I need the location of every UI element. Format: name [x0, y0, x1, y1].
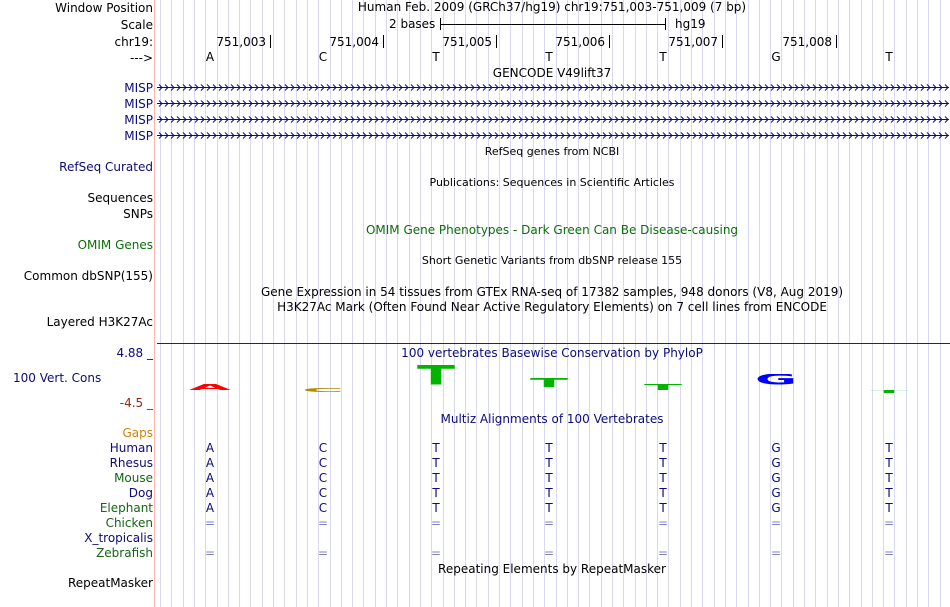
ruler-tick-label: 751,004 — [329, 35, 379, 49]
ruler-tick-mark — [836, 35, 837, 48]
alignment-base: = — [770, 546, 782, 560]
repeatmasker-label[interactable]: RepeatMasker — [67, 576, 153, 590]
alignment-base: T — [885, 471, 893, 485]
strand-label: ---> — [129, 51, 153, 65]
conservation-logo-letter — [870, 382, 908, 393]
ruler-tick-label: 751,005 — [442, 35, 492, 49]
svg-text:C: C — [302, 388, 344, 392]
alignment-base: = — [657, 546, 669, 560]
alignment-base: T — [659, 486, 667, 500]
gencode-item-label[interactable]: MISP — [124, 113, 153, 127]
alignment-base: T — [545, 441, 553, 455]
repeatmasker-track-title[interactable]: Repeating Elements by RepeatMasker — [438, 562, 666, 576]
alignment-base: T — [432, 501, 440, 515]
dbsnp-label[interactable]: Common dbSNP(155) — [23, 269, 153, 283]
omim-track-title[interactable]: OMIM Gene Phenotypes - Dark Green Can Be Disease-causing — [365, 223, 739, 237]
alignment-base: = — [204, 546, 216, 560]
species-label[interactable]: Dog — [128, 486, 153, 500]
refseq-track-title[interactable]: RefSeq genes from NCBI — [484, 145, 620, 158]
phylop-track-title[interactable]: 100 vertebrates Basewise Conservation by PhyloP — [401, 346, 703, 360]
reference-base: A — [205, 50, 215, 64]
scale-bar — [440, 24, 665, 25]
snps-label[interactable]: SNPs — [123, 207, 153, 221]
ruler-tick-label: 751,006 — [555, 35, 605, 49]
alignment-base: = — [430, 516, 442, 530]
ruler-tick-mark — [496, 35, 497, 48]
alignment-base: T — [885, 501, 893, 515]
alignment-base: = — [543, 516, 555, 530]
sequences-label[interactable]: Sequences — [87, 191, 153, 205]
species-label[interactable]: Chicken — [105, 516, 153, 530]
ruler-tick-mark — [270, 35, 271, 48]
phylop-top-line — [157, 343, 950, 344]
phylop-label[interactable]: 100 Vert. Cons — [13, 371, 102, 385]
svg-text:A: A — [189, 384, 231, 390]
alignment-base: = — [770, 516, 782, 530]
conservation-logo-letter — [644, 379, 682, 390]
alignment-base: T — [432, 441, 440, 455]
ruler-tick-mark — [722, 35, 723, 48]
gtex-track-title[interactable]: Gene Expression in 54 tissues from GTEx RNA-seq of 17382 samples, 948 donors (V8, Aug 2019) — [260, 285, 844, 299]
reference-base: T — [659, 50, 667, 64]
species-label[interactable]: Mouse — [114, 471, 153, 485]
gene-feature-line[interactable] — [157, 130, 949, 141]
alignment-base: C — [318, 501, 328, 515]
h3k27ac-track-title[interactable]: H3K27Ac Mark (Often Found Near Active Regulatory Elements) on 7 cell lines from ENCODE — [277, 300, 827, 314]
alignment-base: C — [318, 456, 328, 470]
alignment-base: G — [771, 501, 781, 515]
gaps-label[interactable]: Gaps — [122, 426, 153, 440]
window-position-label: Window Position — [55, 1, 153, 15]
species-label[interactable]: Elephant — [99, 501, 153, 515]
gene-feature-line[interactable] — [157, 98, 949, 109]
alignment-base: A — [205, 471, 215, 485]
chr-label: chr19: — [114, 35, 153, 49]
species-label[interactable]: X_tropicalis — [84, 531, 153, 545]
alignment-base: T — [432, 471, 440, 485]
gene-feature-line[interactable] — [157, 114, 949, 125]
alignment-base: G — [771, 456, 781, 470]
alignment-base: G — [771, 471, 781, 485]
alignment-base: = — [543, 546, 555, 560]
svg-text:T: T — [530, 378, 568, 387]
alignment-base: T — [545, 501, 553, 515]
ruler-tick-mark — [383, 35, 384, 48]
reference-base: T — [545, 50, 553, 64]
alignment-base: C — [318, 471, 328, 485]
scale-text: 2 bases — [389, 17, 436, 31]
alignment-base: A — [205, 486, 215, 500]
reference-base: T — [432, 50, 440, 64]
alignment-base: T — [545, 471, 553, 485]
conservation-logo-letter — [530, 376, 568, 385]
alignment-base: G — [771, 486, 781, 500]
alignment-base: = — [883, 546, 895, 560]
gencode-track-title[interactable]: GENCODE V49lift37 — [492, 66, 612, 80]
dbsnp-track-title[interactable]: Short Genetic Variants from dbSNP release 155 — [421, 254, 683, 267]
ruler-tick-label: 751,003 — [216, 35, 266, 49]
species-label[interactable]: Human — [109, 441, 153, 455]
alignment-base: = — [430, 546, 442, 560]
alignment-base: G — [771, 441, 781, 455]
reference-base: T — [885, 50, 893, 64]
alignment-base: A — [205, 441, 215, 455]
alignment-base: T — [659, 441, 667, 455]
ruler-tick-label: 751,008 — [782, 35, 832, 49]
alignment-base: C — [318, 486, 328, 500]
ruler-tick-mark — [609, 35, 610, 48]
gencode-item-label[interactable]: MISP — [124, 81, 153, 95]
species-label[interactable]: Rhesus — [109, 456, 153, 470]
conservation-logo-letter — [302, 381, 344, 392]
phylop-max-label: 4.88 _ — [116, 346, 153, 360]
alignment-base: T — [432, 486, 440, 500]
gene-feature-line[interactable] — [157, 82, 949, 93]
scale-label: Scale — [120, 18, 153, 32]
multiz-track-title[interactable]: Multiz Alignments of 100 Vertebrates — [440, 412, 664, 426]
conservation-logo-letter — [189, 379, 231, 390]
alignment-base: = — [204, 516, 216, 530]
alignment-base: C — [318, 441, 328, 455]
alignment-base: T — [885, 456, 893, 470]
alignment-base: A — [205, 501, 215, 515]
svg-text:G: G — [755, 374, 797, 385]
conservation-logo-letter — [417, 365, 455, 385]
species-label[interactable]: Zebrafish — [96, 546, 153, 560]
conservation-logo-letter — [755, 374, 797, 385]
alignment-base: T — [432, 456, 440, 470]
alignment-base: T — [545, 486, 553, 500]
alignment-base: T — [885, 441, 893, 455]
label-separator — [154, 0, 155, 607]
svg-text:T: T — [870, 390, 908, 393]
gencode-item-label[interactable]: MISP — [124, 129, 153, 143]
alignment-base: = — [657, 516, 669, 530]
alignment-base: T — [659, 456, 667, 470]
alignment-base: T — [545, 456, 553, 470]
reference-base: G — [771, 50, 781, 64]
svg-text:T: T — [417, 365, 455, 385]
alignment-base: T — [659, 471, 667, 485]
alignment-base: = — [317, 546, 329, 560]
alignment-base: = — [883, 516, 895, 530]
alignment-base: T — [885, 486, 893, 500]
browser-title: Human Feb. 2009 (GRCh37/hg19) chr19:751,003-751,009 (7 bp) — [357, 0, 747, 14]
alignment-base: T — [659, 501, 667, 515]
phylop-min-label: -4.5 _ — [119, 396, 153, 410]
h3k27ac-label[interactable]: Layered H3K27Ac — [46, 315, 153, 329]
omim-label[interactable]: OMIM Genes — [77, 238, 153, 252]
scale-bar-right — [665, 18, 666, 30]
reference-base: C — [318, 50, 328, 64]
alignment-base: = — [317, 516, 329, 530]
alignment-base: A — [205, 456, 215, 470]
assembly-label: hg19 — [675, 17, 706, 31]
svg-text:T: T — [644, 384, 682, 390]
publications-track-title[interactable]: Publications: Sequences in Scientific Articles — [429, 176, 675, 189]
refseq-label[interactable]: RefSeq Curated — [59, 160, 153, 174]
ruler-tick-label: 751,007 — [668, 35, 718, 49]
gencode-item-label[interactable]: MISP — [124, 97, 153, 111]
